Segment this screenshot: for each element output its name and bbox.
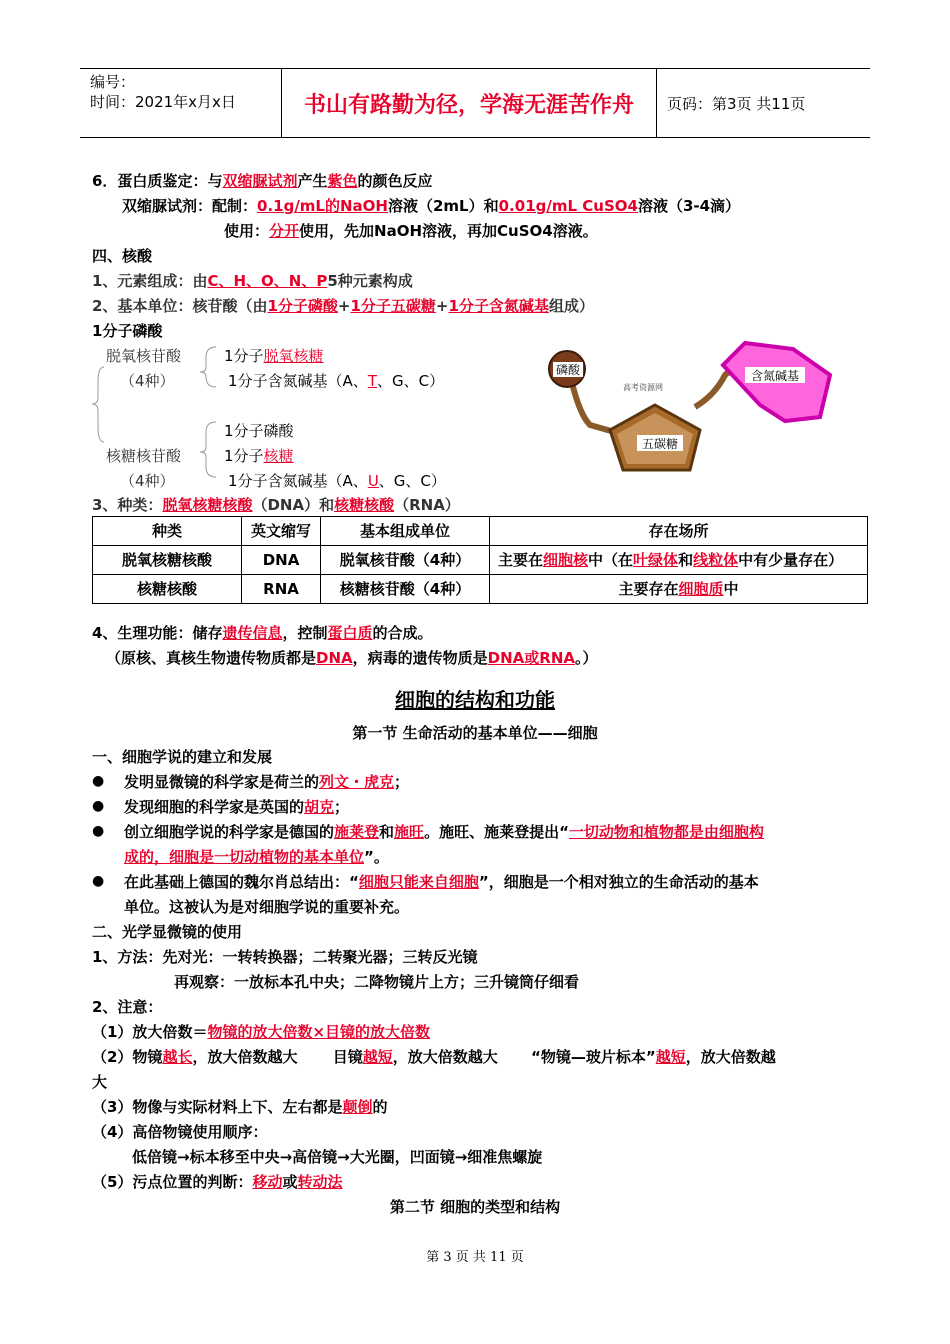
doc-time-label: 时间：2021年x月x日 bbox=[90, 93, 236, 111]
diagram-watermark: 高考资源网 bbox=[623, 383, 663, 392]
section-1-title: 第一节 生命活动的基本单位——细胞 bbox=[352, 724, 598, 742]
header-motto: 书山有路勤为径，学海无涯苦作舟 bbox=[282, 69, 657, 137]
theory-bullet-3-cont: 成的，细胞是一切动植物的基本单位”。 bbox=[124, 848, 389, 866]
nucleic-types: 3、种类：脱氧核糖核酸（DNA）和核糖核酸（RNA） bbox=[92, 496, 460, 514]
ribo-name: 核糖核苷酸 bbox=[106, 447, 182, 465]
protein-line-2: 双缩脲试剂：配制：0.1g/mL的NaOH溶液（2mL）和0.01g/mL CuSO4溶液（3-4滴） bbox=[122, 197, 741, 215]
table-header-cell: 基本组成单位 bbox=[321, 517, 490, 546]
function-line-1: 4、生理功能：储存遗传信息，控制蛋白质的合成。 bbox=[92, 624, 433, 642]
deoxy-name: 脱氧核苷酸 bbox=[106, 347, 182, 365]
bullet-icon: ● bbox=[92, 773, 105, 789]
base-label: 含氮碱基 bbox=[750, 369, 800, 383]
deoxy-base: 1分子含氮碱基（A、T、G、C） bbox=[228, 372, 445, 390]
bullet-icon: ● bbox=[92, 798, 105, 814]
protein-line-1: 6．蛋白质鉴定：与双缩脲试剂产生紫色的颜色反应 bbox=[92, 172, 433, 190]
note-4: （4）高倍物镜使用顺序： bbox=[92, 1123, 268, 1141]
page-header bbox=[80, 68, 870, 138]
note-2-cont: 大 bbox=[92, 1073, 108, 1091]
nucleic-title: 四、核酸 bbox=[92, 247, 153, 265]
section-2-title: 第二节 细胞的类型和结构 bbox=[389, 1198, 561, 1216]
table-cell: DNA bbox=[242, 546, 321, 575]
table-header-cell: 英文缩写 bbox=[242, 517, 321, 546]
ribo-count: （4种） bbox=[120, 472, 175, 490]
phosphate-label: 磷酸 bbox=[555, 363, 581, 377]
deoxy-phosphate: 1分子磷酸 bbox=[92, 322, 163, 340]
table-cell: 脱氧核糖核酸 bbox=[93, 546, 242, 575]
theory-bullet-3: 创立细胞学说的科学家是德国的施莱登和施旺。施旺、施莱登提出“一切动物和植物都是由细胞构 bbox=[124, 823, 764, 841]
header-left bbox=[80, 69, 282, 137]
table-cell: 主要存在细胞质中 bbox=[490, 575, 868, 604]
bullet-icon: ● bbox=[92, 873, 105, 889]
sugar-label: 五碳糖 bbox=[641, 437, 679, 451]
nucleic-elements: 1、元素组成：由C、H、O、N、P5种元素构成 bbox=[92, 272, 413, 290]
note-2: （2）物镜越长，放大倍数越大 目镜越短，放大倍数越大 “物镜—玻片标本”越短，放大倍数越 bbox=[92, 1048, 776, 1066]
header-page-label: 页码：第3页 共11页 bbox=[667, 94, 806, 113]
table-cell: 主要在细胞核中（在叶绿体和线粒体中有少量存在） bbox=[490, 546, 868, 575]
ribo-phosphate: 1分子磷酸 bbox=[224, 422, 294, 440]
table-row bbox=[93, 575, 868, 604]
nucleic-unit: 2、基本单位：核苷酸（由1分子磷酸+1分子五碳糖+1分子含氮碱基组成） bbox=[92, 297, 594, 315]
table-row bbox=[93, 546, 868, 575]
note-1: （1）放大倍数＝物镜的放大倍数×目镜的放大倍数 bbox=[92, 1023, 431, 1041]
chapter-title: 细胞的结构和功能 bbox=[395, 688, 555, 712]
deoxy-count: （4种） bbox=[120, 372, 175, 390]
theory-bullet-4: 在此基础上德国的魏尔肖总结出：“细胞只能来自细胞”，细胞是一个相对独立的生命活动的基本 bbox=[124, 873, 759, 891]
microscope-title: 二、光学显微镜的使用 bbox=[92, 923, 243, 941]
theory-bullet-2: 发现细胞的科学家是英国的胡克； bbox=[124, 798, 350, 816]
theory-bullet-4-cont: 单位。这被认为是对细胞学说的重要补充。 bbox=[124, 898, 410, 916]
note-4-steps: 低倍镜→标本移至中央→高倍镜→大光圈，凹面镜→细准焦螺旋 bbox=[132, 1148, 543, 1166]
table-header-cell: 存在场所 bbox=[490, 517, 868, 546]
function-line-2: （原核、真核生物遗传物质都是DNA，病毒的遗传物质是DNA或RNA。） bbox=[106, 649, 598, 667]
cell-theory-title: 一、细胞学说的建立和发展 bbox=[92, 748, 273, 766]
microscope-note: 2、注意： bbox=[92, 998, 163, 1016]
page-footer: 第 3 页 共 11 页 bbox=[426, 1250, 524, 1265]
ribo-base: 1分子含氮碱基（A、U、G、C） bbox=[228, 472, 446, 490]
deoxy-sugar: 1分子脱氧核糖 bbox=[224, 347, 324, 365]
protein-line-3: 使用：分开使用，先加NaOH溶液，再加CuSO4溶液。 bbox=[224, 222, 598, 240]
table-header-cell: 种类 bbox=[93, 517, 242, 546]
table-header-row bbox=[93, 517, 868, 546]
nucleic-table bbox=[92, 516, 868, 604]
table-cell: 核糖核酸 bbox=[93, 575, 242, 604]
ribo-sugar: 1分子核糖 bbox=[224, 447, 294, 465]
table-cell: 核糖核苷酸（4种） bbox=[321, 575, 490, 604]
table-cell: 脱氧核苷酸（4种） bbox=[321, 546, 490, 575]
microscope-method-2: 再观察：一放标本孔中央；二降物镜片上方；三升镜筒仔细看 bbox=[174, 973, 580, 991]
table-cell: RNA bbox=[242, 575, 321, 604]
doc-code-label: 编号： bbox=[90, 73, 136, 91]
theory-bullet-1: 发明显微镜的科学家是荷兰的列文・虎克； bbox=[124, 773, 410, 791]
nucleotide-diagram bbox=[545, 335, 840, 475]
microscope-method-1: 1、方法：先对光：一转转换器；二转聚光器；三转反光镜 bbox=[92, 948, 478, 966]
bullet-icon: ● bbox=[92, 823, 105, 839]
note-3: （3）物像与实际材料上下、左右都是颠倒的 bbox=[92, 1098, 388, 1116]
note-5: （5）污点位置的判断：移动或转动法 bbox=[92, 1173, 343, 1191]
